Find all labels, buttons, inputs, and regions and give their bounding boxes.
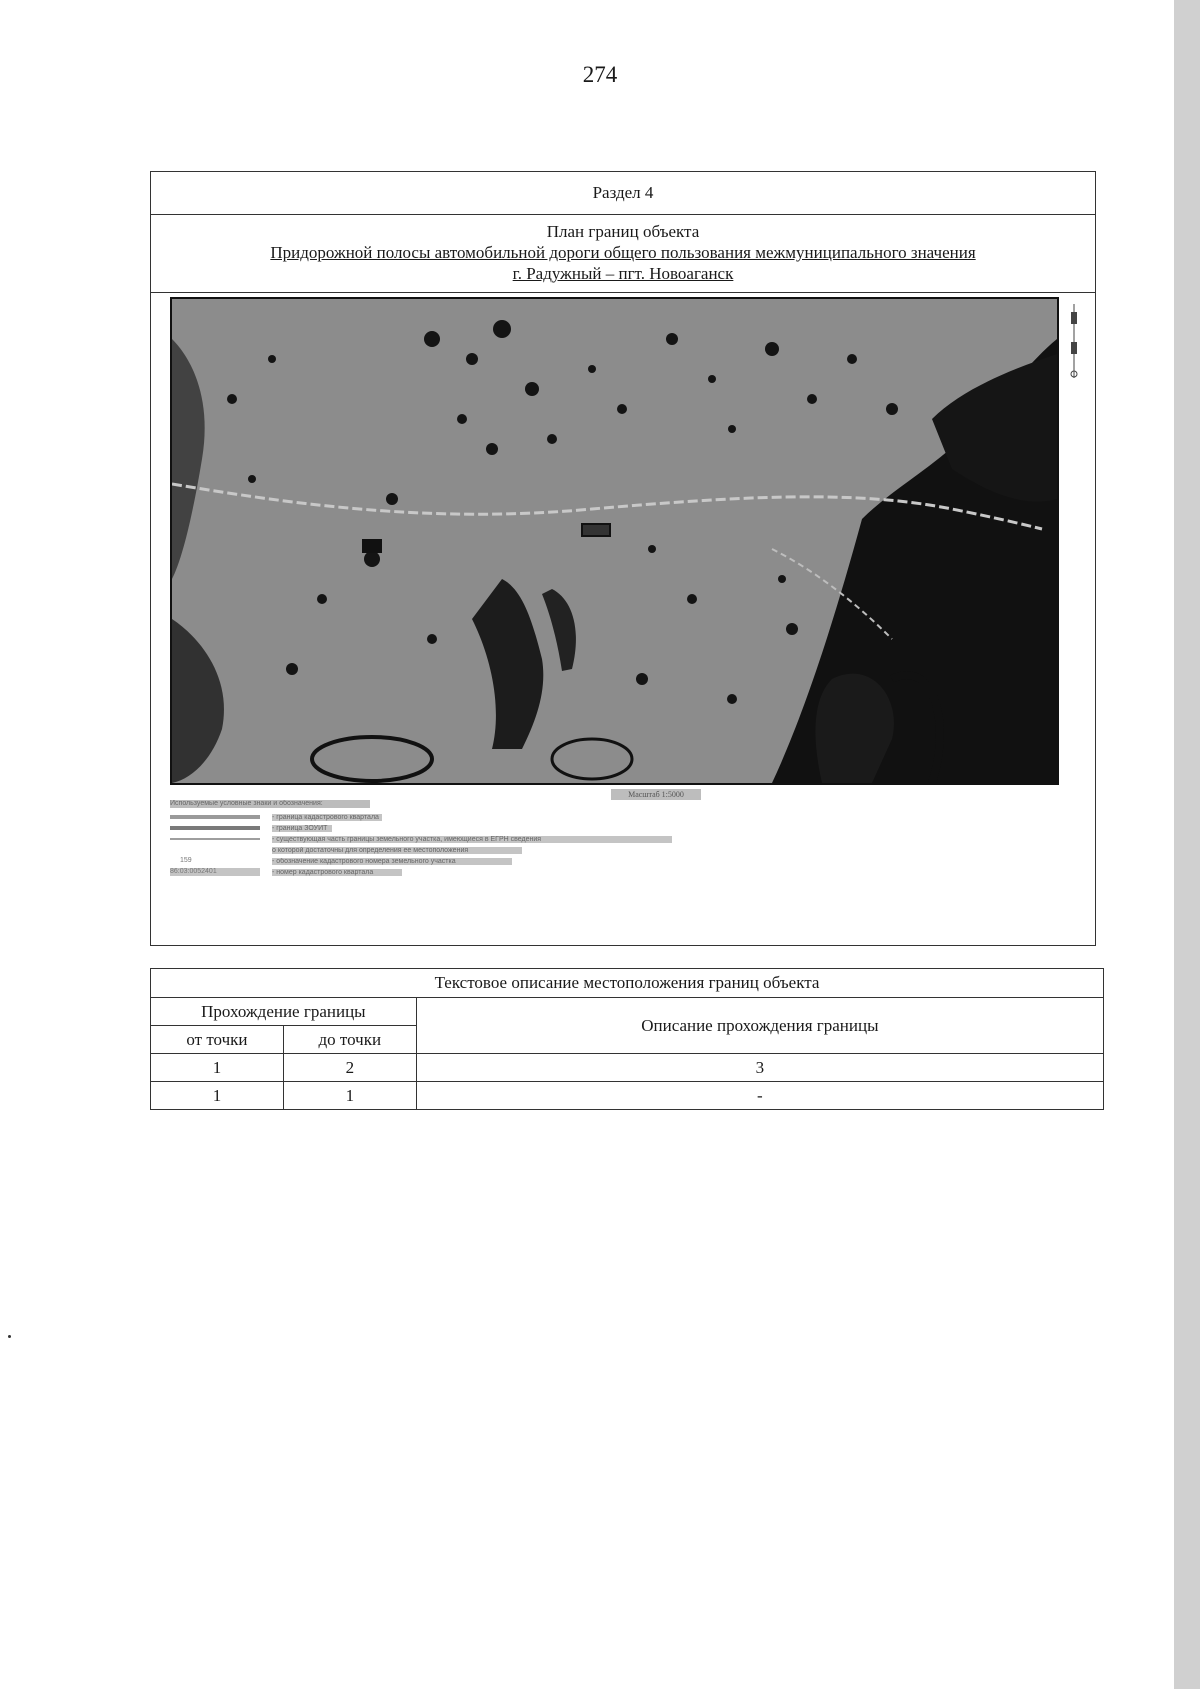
scan-edge-strip (1174, 0, 1200, 1689)
col-group-header: Прохождение границы (151, 998, 417, 1026)
col-from-header: от точки (151, 1026, 284, 1054)
cell-from: 1 (151, 1082, 284, 1110)
col-desc-header: Описание прохождения границы (416, 998, 1103, 1054)
legend-item (170, 823, 870, 833)
legend-symbol-zouit (170, 826, 260, 830)
legend-item (170, 856, 870, 866)
column-number: 3 (416, 1054, 1103, 1082)
section-frame (150, 171, 1096, 946)
legend-symbol-parcel (170, 838, 260, 840)
boundary-map (170, 297, 1059, 785)
page-number: 274 (582, 62, 618, 87)
legend-text: - граница кадастрового квартала (272, 814, 382, 821)
col-to-header: до точки (283, 1026, 416, 1054)
object-name-line2: г. Радужный – пгт. Новоаганск (512, 264, 734, 283)
cell-to: 1 (283, 1082, 416, 1110)
legend-symbol-quarter (170, 815, 260, 819)
legend-text: о которой достаточны для определения ее местоположения (272, 847, 522, 854)
column-number: 2 (283, 1054, 416, 1082)
legend-text: - обозначение кадастрового номера земельного участка (272, 858, 512, 865)
legend-text: - существующая часть границы земельного участка, имеющиеся в ЕГРН сведения (272, 836, 672, 843)
object-name-line1: Придорожной полосы автомобильной дороги общего пользования межмуниципального значения (270, 243, 976, 262)
plan-title: План границ объекта (546, 222, 700, 241)
north-scale-icon (1067, 302, 1081, 382)
aerial-map-image (172, 299, 1057, 783)
map-legend (170, 800, 870, 878)
plan-title-block (151, 215, 1095, 293)
section-header: Раздел 4 (151, 172, 1095, 215)
legend-title: Используемые условные знаки и обозначения: (170, 800, 370, 808)
table-title: Текстовое описание местоположения границ объекта (151, 969, 1104, 998)
scan-artifact-dot (8, 1335, 11, 1338)
cell-desc: - (416, 1082, 1103, 1110)
legend-symbol-quarter-number: 86:03:0052401 (170, 868, 260, 876)
table-row (151, 1082, 1104, 1110)
boundary-description-table (150, 968, 1104, 1110)
column-number: 1 (151, 1054, 284, 1082)
legend-item (170, 845, 870, 855)
legend-item (170, 834, 870, 844)
legend-item (170, 812, 870, 822)
legend-symbol-empty (170, 848, 260, 852)
legend-symbol-number: 159 (180, 857, 192, 864)
legend-text: - граница ЗОУИТ (272, 825, 332, 832)
legend-text: - номер кадастрового квартала (272, 869, 402, 876)
map-scale-label: Масштаб 1:5000 (611, 789, 701, 800)
legend-item (170, 867, 870, 877)
